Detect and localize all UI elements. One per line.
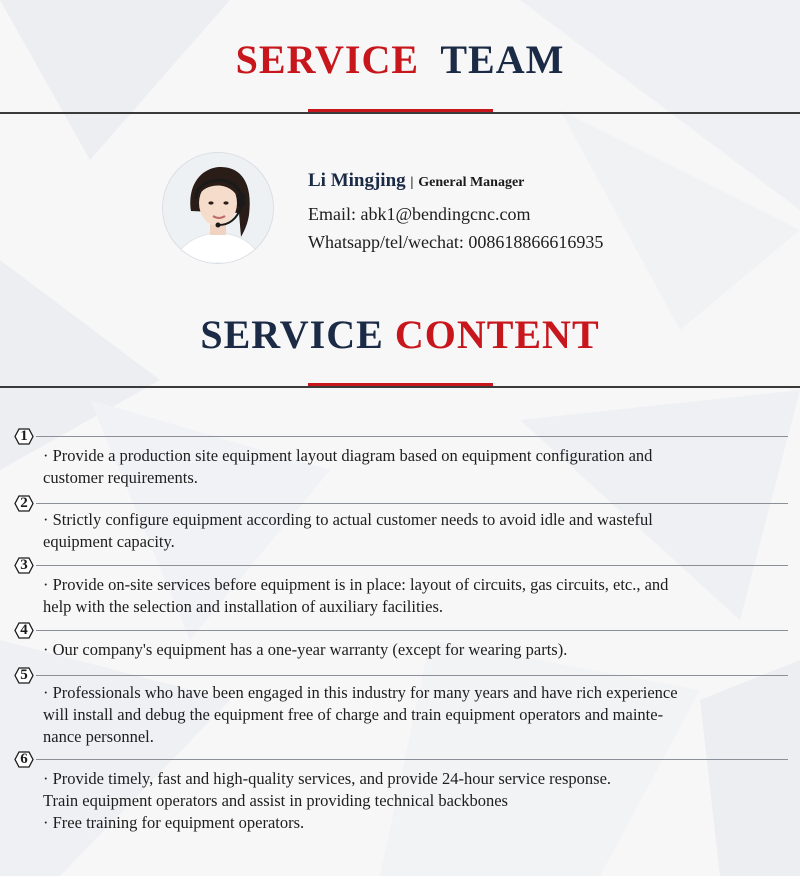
item-text-line: · Strictly configure equipment according to actual customer needs to avoid idle and wasteful [43,510,653,529]
item-text-line: help with the selection and installation of auxiliary facilities. [43,597,444,616]
contact-name: Li Mingjing [308,170,406,191]
service-content-title-red: CONTENT [394,312,600,357]
service-team-title-navy: TEAM [440,37,565,82]
item-number-badge [14,667,34,684]
item-number-badge [14,495,34,512]
item-text-line: · Free training for equipment operators. [43,813,305,832]
item-number: 3 [20,557,28,573]
contact-separator: | [410,175,414,190]
item-text-line: customer requirements. [43,468,198,487]
item-text-line: nance personnel. [43,727,154,746]
item-text [43,639,763,661]
contact-role: General Manager [418,175,525,190]
item-text-line: · Provide timely, fast and high-quality services, and provide 24-hour service response. [43,769,612,788]
contact-phone[interactable]: Whatsapp/tel/wechat: 008618866616935 [308,232,604,252]
item-text-line: · Provide a production site equipment layout diagram based on equipment configuration and [43,446,653,465]
item-number: 5 [20,667,28,683]
item-text [43,509,763,553]
item-text-line: equipment capacity. [43,532,175,551]
item-divider [36,565,788,566]
item-divider [36,675,788,676]
item-number-badge [14,751,34,768]
item-text-line: Train equipment operators and assist in providing technical backbones [43,791,508,810]
item-text [43,682,763,748]
item-text-line: · Provide on-site services before equipment is in place: layout of circuits, gas circuits, etc., and [43,575,669,594]
item-divider [36,436,788,437]
item-number: 2 [20,495,28,511]
item-text [43,574,763,618]
item-text-line: · Professionals who have been engaged in this industry for many years and have rich experience [43,683,678,702]
item-text [43,445,763,489]
item-number: 4 [20,622,28,638]
item-text-line: will install and debug the equipment free of charge and train equipment operators and mainte- [43,705,664,724]
contact-email[interactable]: Email: abk1@bendingcnc.com [308,204,531,224]
item-number: 1 [20,428,28,444]
item-text [43,768,763,834]
item-number: 6 [20,751,28,767]
service-team-title-red: SERVICE [235,37,420,82]
item-divider [36,759,788,760]
item-text-line: · Our company's equipment has a one-year warranty (except for wearing parts). [43,640,568,659]
item-divider [36,503,788,504]
item-number-badge [14,428,34,445]
item-divider [36,630,788,631]
service-content-title-navy: SERVICE [200,312,384,357]
item-number-badge [14,557,34,574]
item-number-badge [14,622,34,639]
